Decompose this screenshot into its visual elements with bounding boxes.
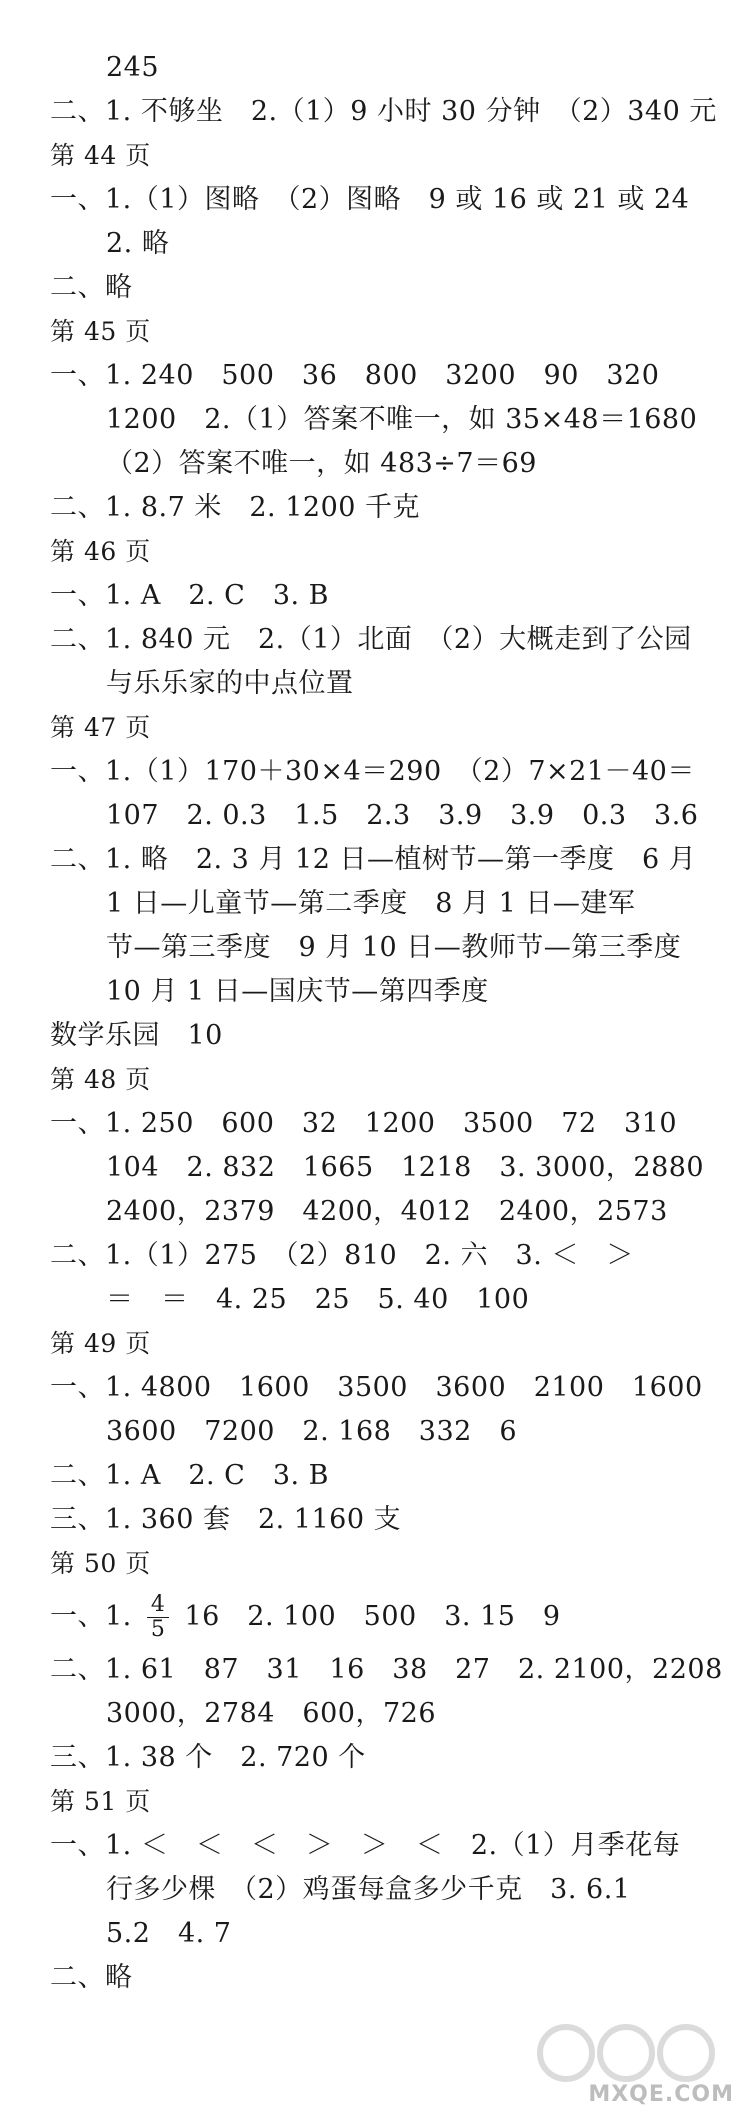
- text-line: 行多少棵 （2）鸡蛋每盒多少千克 3. 6.1: [106, 1874, 631, 1905]
- fraction: [147, 1593, 170, 1642]
- page-heading: 第 45 页: [50, 317, 151, 346]
- text-line: 3600 7200 2. 168 332 6: [106, 1416, 518, 1447]
- text-line: 节—第三季度 9 月 10 日—教师节—第三季度: [106, 932, 682, 963]
- text-line: 1200 2.（1）答案不唯一，如 35×48＝1680: [106, 404, 698, 435]
- text-line: 一、1. 240 500 36 800 3200 90 320: [50, 360, 660, 391]
- text-line: 一、1. 4800 1600 3500 3600 2100 1600: [50, 1372, 703, 1403]
- fraction-numerator: 4: [147, 1593, 170, 1618]
- text-line: 二、1.（1）275 （2）810 2. 六 3. ＜ ＞: [50, 1240, 634, 1271]
- text-line: 一、1. 250 600 32 1200 3500 72 310: [50, 1108, 678, 1139]
- page-heading: 第 48 页: [50, 1065, 151, 1094]
- text-line: 2400，2379 4200，4012 2400，2573: [106, 1196, 668, 1227]
- text-line: ＝ ＝ 4. 25 25 5. 40 100: [106, 1284, 530, 1315]
- page-heading: 第 50 页: [50, 1549, 151, 1578]
- text-line: 一、1. A 2. C 3. B: [50, 580, 330, 611]
- text-line: 二、1. 61 87 31 16 38 27 2. 2100，2208: [50, 1654, 723, 1685]
- page-heading: 第 46 页: [50, 537, 151, 566]
- text-line: （2）答案不唯一，如 483÷7＝69: [106, 448, 537, 479]
- fraction-line: [50, 1586, 742, 1648]
- text-line: 二、1. A 2. C 3. B: [50, 1460, 330, 1491]
- text-line: 一、1. ＜ ＜ ＜ ＞ ＞ ＜ 2.（1）月季花每: [50, 1830, 681, 1861]
- text-line: 104 2. 832 1665 1218 3. 3000，2880: [106, 1152, 705, 1183]
- text-line: 107 2. 0.3 1.5 2.3 3.9 3.9 0.3 3.6: [106, 800, 699, 831]
- text-line: 二、1. 略 2. 3 月 12 日—植树节—第一季度 6 月: [50, 844, 697, 875]
- text-line: 数学乐园 10: [50, 1020, 223, 1051]
- fraction-rest: 16 2. 100 500 3. 15 9: [184, 1601, 561, 1632]
- text-line: 与乐乐家的中点位置: [106, 668, 354, 699]
- text-line: 一、1.（1）170＋30×4＝290 （2）7×21－40＝: [50, 756, 695, 787]
- text-line: 3000，2784 600，726: [106, 1698, 436, 1729]
- text-line: 二、1. 8.7 米 2. 1200 千克: [50, 492, 421, 523]
- page-heading: 第 51 页: [50, 1787, 151, 1816]
- text-line: 二、略: [50, 1962, 133, 1993]
- text-line: 2. 略: [106, 228, 170, 259]
- text-line: 10 月 1 日—国庆节—第四季度: [106, 976, 489, 1007]
- text-line: 三、1. 38 个 2. 720 个: [50, 1742, 366, 1773]
- text-line: 三、1. 360 套 2. 1160 支: [50, 1504, 402, 1535]
- text-line: 5.2 4. 7: [106, 1918, 232, 1949]
- text-line: 一、1.（1）图略 （2）图略 9 或 16 或 21 或 24: [50, 184, 690, 215]
- text-line: 二、1. 840 元 2.（1）北面 （2）大概走到了公园: [50, 624, 692, 655]
- page-heading: 第 49 页: [50, 1329, 151, 1358]
- page-heading: 第 44 页: [50, 141, 151, 170]
- text-line: 245: [106, 52, 160, 83]
- text-line: 1 日—儿童节—第二季度 8 月 1 日—建军: [106, 888, 636, 919]
- page-heading: 第 47 页: [50, 713, 151, 742]
- text-line: 二、1. 不够坐 2.（1）9 小时 30 分钟 （2）340 元: [50, 96, 717, 127]
- watermark-text: MXQE.COM: [588, 2082, 734, 2107]
- fraction-prefix: 一、1.: [50, 1601, 132, 1632]
- fraction-denominator: 5: [150, 1617, 166, 1642]
- text-line: 二、略: [50, 272, 133, 303]
